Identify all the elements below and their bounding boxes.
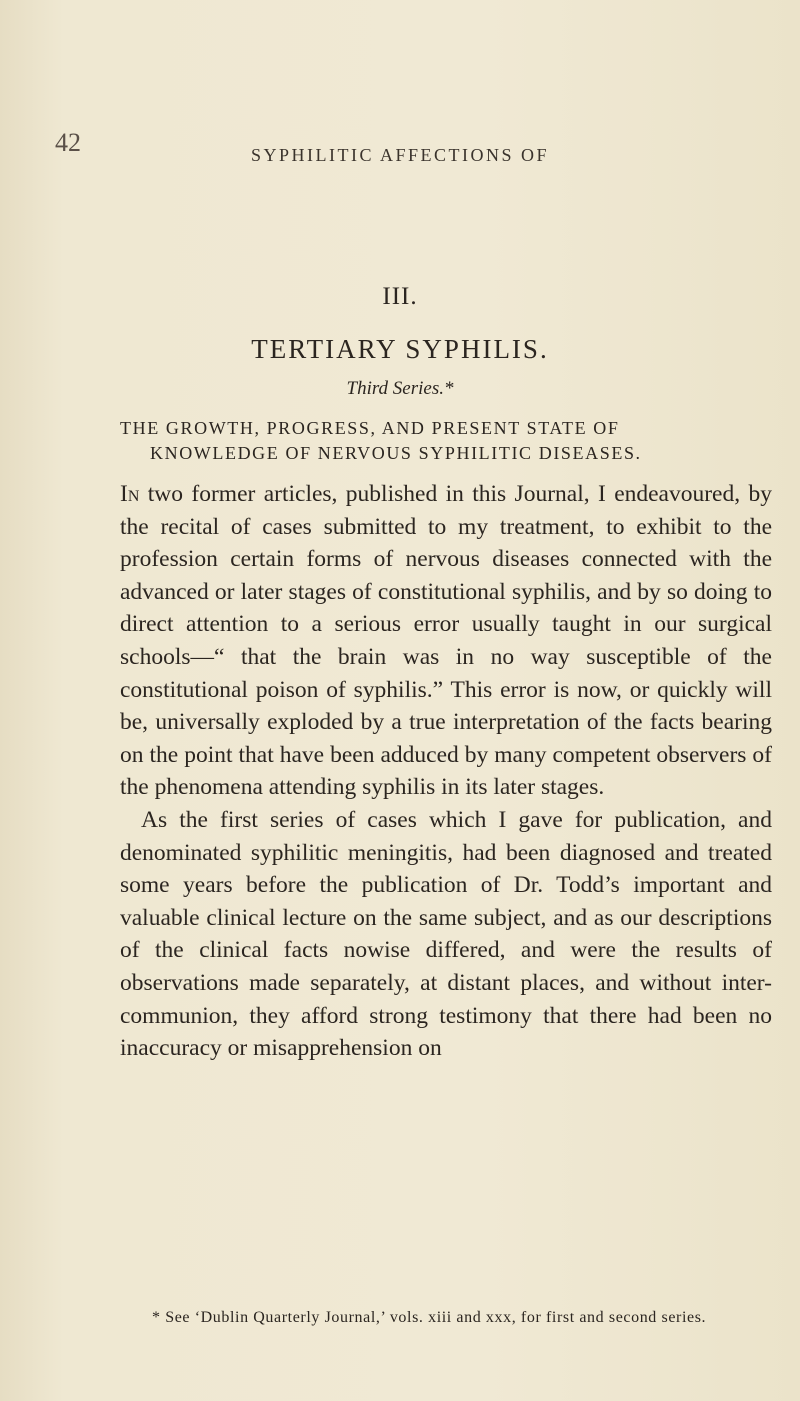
paragraph-2: As the first series of cases which I gave for publication, and denominated syphilitic meningitis, had been diagnosed and treated some years before the publication of Dr. Todd’s important and valuable clinical lecture on the same subject, and as our descriptions of the clinical facts nowise differed, and were the results of observations made separately, at distant places, and without inter-communion, they afford strong testimony that there had been no inaccuracy or misapprehension on <box>120 806 772 1062</box>
subtitle-line-1: THE GROWTH, PROGRESS, AND PRESENT STATE OF <box>120 418 620 438</box>
chapter-title: TERTIARY SYPHILIS. <box>251 334 549 364</box>
chapter-subtitle <box>120 416 770 466</box>
footnote: * See ‘Dublin Quarterly Journal,’ vols. xiii and xxx, for first and second series. <box>152 1309 707 1326</box>
page-number: 42 <box>55 128 81 157</box>
series-label: Third Series.* <box>346 378 454 399</box>
section-number: III. <box>382 283 418 310</box>
paragraph-1 <box>120 478 772 804</box>
body-text <box>120 478 772 1065</box>
running-head: SYPHILITIC AFFECTIONS OF <box>250 145 550 165</box>
paragraph-1-text: two former articles, published in this Journal, I endeavoured, by the recital of cases submitted to my treatment, to exhibit to the profession certain forms of nervous diseases connected with the advanced or later stages of constitutional syphilis, and by so doing to direct attention to a serious error usually taught in our surgical schools—“ that the brain was in no way susceptible of the constitutional poison of syphilis.” This error is now, or quickly will be, universally exploded by a true interpretation of the facts bearing on the point that have been adduced by many competent observers of the phenomena attending syphilis in its later stages. <box>120 481 772 801</box>
subtitle-line-2: KNOWLEDGE OF NERVOUS SYPHILITIC DISEASES. <box>150 443 642 463</box>
paragraph-lead-in: In <box>120 481 140 507</box>
